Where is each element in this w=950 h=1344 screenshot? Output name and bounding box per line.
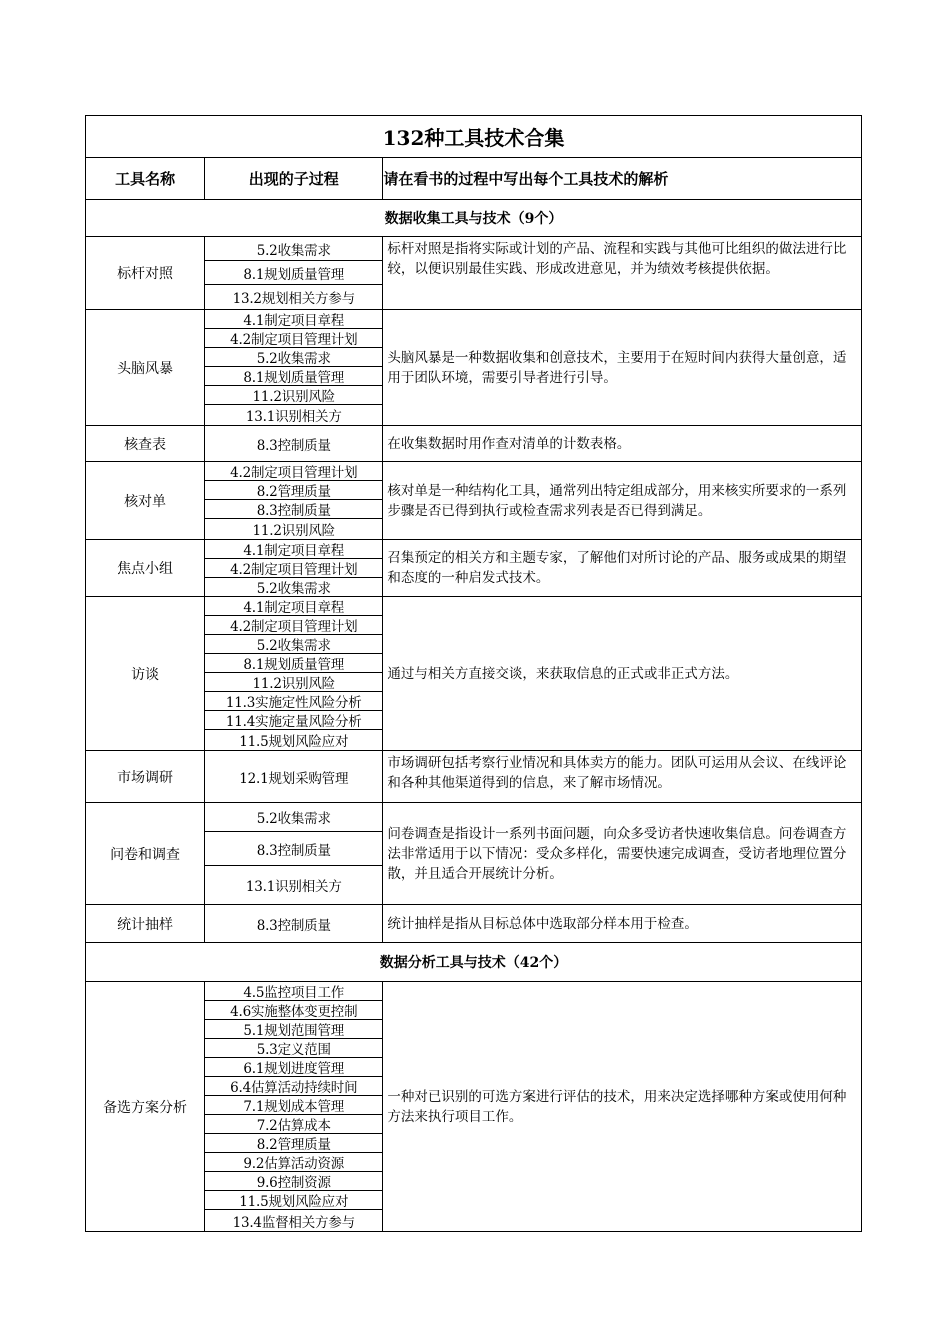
sub-process: 4.5监控项目工作: [205, 982, 382, 1001]
tool-row: [86, 597, 862, 751]
tools-table: [85, 115, 862, 1232]
sub-process: 5.1规划范围管理: [205, 1020, 382, 1039]
sub-process: 12.1规划采购管理: [239, 770, 349, 787]
tool-row: [86, 310, 862, 426]
column-header-analysis: 请在看书的过程中写出每个工具技术的解析: [383, 158, 862, 200]
sub-process: 8.2管理质量: [205, 1134, 382, 1153]
sub-process: 7.2估算成本: [205, 1115, 382, 1134]
sub-process: 9.6控制资源: [205, 1172, 382, 1191]
sub-process: 5.3定义范围: [205, 1039, 382, 1058]
sub-process: 8.3控制质量: [205, 500, 382, 519]
sub-process: 4.2制定项目管理计划: [205, 329, 382, 348]
header-row: [86, 158, 862, 200]
tool-row: [86, 540, 862, 597]
sub-process: 8.1规划质量管理: [205, 654, 382, 673]
tool-name: 焦点小组: [86, 540, 205, 597]
sub-process-list: [205, 310, 383, 426]
sub-process: 4.2制定项目管理计划: [205, 616, 382, 635]
tool-description: 核对单是一种结构化工具，通常列出特定组成部分，用来核实所要求的一系列步骤是否已得到执行或检查需求列表是否已得到满足。: [383, 462, 862, 540]
tool-name: 统计抽样: [86, 905, 205, 943]
tool-name: 备选方案分析: [86, 982, 205, 1232]
tool-name: 核对单: [86, 462, 205, 540]
sub-process-list: [205, 751, 383, 803]
section-row: [86, 200, 862, 237]
sub-process: 9.2估算活动资源: [205, 1153, 382, 1172]
sub-process: 8.3控制质量: [205, 832, 382, 866]
sub-process-list: [205, 597, 383, 751]
sub-process: 8.3控制质量: [256, 917, 331, 934]
sub-process: 11.2识别风险: [205, 386, 382, 405]
sub-process: 6.4估算活动持续时间: [205, 1077, 382, 1096]
tool-description: 一种对已识别的可选方案进行评估的技术，用来决定选择哪种方案或使用何种方法来执行项目工作。: [383, 982, 862, 1232]
column-header-sub-process: 出现的子过程: [205, 158, 383, 200]
tool-name: 访谈: [86, 597, 205, 751]
tool-description: 头脑风暴是一种数据收集和创意技术，主要用于在短时间内获得大量创意，适用于团队环境，需要引导者进行引导。: [383, 310, 862, 426]
column-header-tool-name: 工具名称: [86, 158, 205, 200]
tool-row: [86, 751, 862, 803]
sub-process: 5.2收集需求: [205, 348, 382, 367]
sub-process: 8.3控制质量: [256, 437, 331, 454]
sub-process-list: [205, 462, 383, 540]
sub-process: 8.1规划质量管理: [205, 367, 382, 386]
sub-process: 7.1规划成本管理: [205, 1096, 382, 1115]
tool-name: 头脑风暴: [86, 310, 205, 426]
tool-name: 标杆对照: [86, 237, 205, 310]
sub-process: 13.1识别相关方: [245, 409, 342, 425]
tool-description: 在收集数据时用作查对清单的计数表格。: [383, 426, 862, 462]
tool-description: 召集预定的相关方和主题专家，了解他们对所讨论的产品、服务或成果的期望和态度的一种启发式技术。: [383, 540, 862, 597]
tool-row: [86, 905, 862, 943]
sub-process: 11.2识别风险: [252, 523, 335, 539]
sub-process-list: [205, 905, 383, 943]
sub-process: 11.4实施定量风险分析: [205, 711, 382, 730]
tool-row: [86, 426, 862, 462]
tool-description: 统计抽样是指从目标总体中选取部分样本用于检查。: [383, 905, 862, 943]
sub-process-list: [205, 982, 383, 1232]
sub-process: 13.4监督相关方参与: [232, 1214, 355, 1231]
sub-process-list: [205, 540, 383, 597]
sub-process: 13.1识别相关方: [245, 879, 342, 895]
sub-process: 11.5规划风险应对: [239, 734, 349, 750]
sub-process: 4.2制定项目管理计划: [205, 559, 382, 578]
sub-process: 8.2管理质量: [205, 481, 382, 500]
sub-process: 11.3实施定性风险分析: [205, 692, 382, 711]
sub-process: 4.1制定项目章程: [205, 540, 382, 559]
sub-process: 4.1制定项目章程: [205, 597, 382, 616]
sub-process: 5.2收集需求: [205, 237, 382, 261]
tool-name: 市场调研: [86, 751, 205, 803]
tool-row: [86, 237, 862, 310]
title-row: [86, 116, 862, 158]
tool-name: 核查表: [86, 426, 205, 462]
sub-process: 5.2收集需求: [205, 803, 382, 832]
sub-process: 4.6实施整体变更控制: [205, 1001, 382, 1020]
sub-process: 11.2识别风险: [205, 673, 382, 692]
section-row: [86, 943, 862, 982]
sub-process: 6.1规划进度管理: [205, 1058, 382, 1077]
sub-process: 5.2收集需求: [205, 635, 382, 654]
tool-description: 问卷调查是指设计一系列书面问题，向众多受访者快速收集信息。问卷调查方法非常适用于以下情况：受众多样化，需要快速完成调查，受访者地理位置分散，并且适合开展统计分析。: [383, 803, 862, 905]
sub-process-list: [205, 237, 383, 310]
tool-row: [86, 803, 862, 905]
section-title: 数据分析工具与技术（42个）: [86, 943, 862, 982]
sub-process: 4.2制定项目管理计划: [205, 462, 382, 481]
tool-row: [86, 462, 862, 540]
tool-description: 标杆对照是指将实际或计划的产品、流程和实践与其他可比组织的做法进行比较，以便识别最佳实践、形成改进意见，并为绩效考核提供依据。: [383, 237, 862, 310]
sub-process: 5.2收集需求: [256, 581, 331, 597]
sub-process-list: [205, 803, 383, 905]
tool-row: [86, 982, 862, 1232]
tool-description: 通过与相关方直接交谈，来获取信息的正式或非正式方法。: [383, 597, 862, 751]
page-title: 132种工具技术合集: [86, 116, 862, 158]
sub-process: 11.5规划风险应对: [205, 1191, 382, 1210]
sub-process: 13.2规划相关方参与: [232, 290, 355, 307]
sub-process: 8.1规划质量管理: [205, 261, 382, 285]
sub-process-list: [205, 426, 383, 462]
section-title: 数据收集工具与技术（9个）: [86, 200, 862, 237]
sub-process: 4.1制定项目章程: [205, 310, 382, 329]
tool-name: 问卷和调查: [86, 803, 205, 905]
tool-description: 市场调研包括考察行业情况和具体卖方的能力。团队可运用从会议、在线评论和各种其他渠道得到的信息，来了解市场情况。: [383, 751, 862, 803]
